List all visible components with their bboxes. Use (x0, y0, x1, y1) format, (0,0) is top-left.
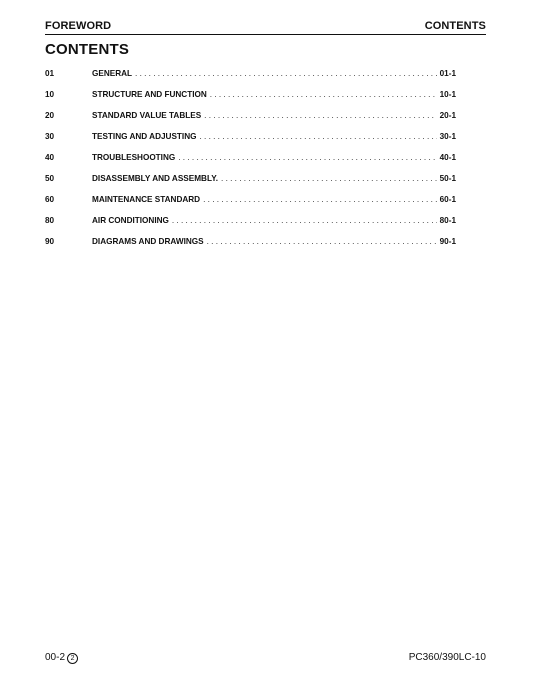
revision-badge: 2 (67, 653, 78, 664)
toc-leader-dots (207, 237, 437, 246)
toc-row[interactable] (45, 132, 456, 153)
header-section-title: FOREWORD (45, 20, 112, 32)
toc-row[interactable] (45, 111, 456, 132)
toc-title: DIAGRAMS AND DRAWINGS (92, 237, 204, 246)
toc-number: 90 (45, 237, 55, 246)
toc-leader-dots (199, 132, 436, 141)
toc-page: 20-1 (439, 111, 456, 120)
toc-leader-dots (210, 90, 437, 99)
toc-row[interactable] (45, 90, 456, 111)
toc-leader-dots (203, 195, 437, 204)
toc-page: 30-1 (439, 132, 456, 141)
toc-number: 40 (45, 153, 55, 162)
toc-row[interactable] (45, 153, 456, 174)
toc-page: 10-1 (439, 90, 456, 99)
toc-title: DISASSEMBLY AND ASSEMBLY. (92, 174, 219, 183)
toc-row[interactable] (45, 216, 456, 237)
toc-leader-dots (172, 216, 437, 225)
toc-leader-dots (204, 111, 436, 120)
toc-row[interactable] (45, 195, 456, 216)
toc-page: 40-1 (439, 153, 456, 162)
toc-title: STANDARD VALUE TABLES (92, 111, 202, 120)
toc-page: 90-1 (439, 237, 456, 246)
toc-number: 10 (45, 90, 55, 99)
toc-row[interactable] (45, 174, 456, 195)
toc-number: 60 (45, 195, 55, 204)
toc-title: STRUCTURE AND FUNCTION (92, 90, 207, 99)
toc-title: TESTING AND ADJUSTING (92, 132, 197, 141)
toc-leader-dots (135, 69, 437, 78)
toc-title: MAINTENANCE STANDARD (92, 195, 201, 204)
toc-number: 30 (45, 132, 55, 141)
toc-title: GENERAL (92, 69, 133, 78)
table-of-contents (45, 69, 456, 258)
toc-page: 50-1 (439, 174, 456, 183)
toc-number: 20 (45, 111, 55, 120)
toc-leader-dots (178, 153, 436, 162)
header-chapter-title: CONTENTS (424, 20, 486, 32)
toc-leader-dots (221, 174, 437, 183)
toc-number: 01 (45, 69, 55, 78)
toc-page: 60-1 (439, 195, 456, 204)
page-header (45, 19, 486, 35)
page-number: 00-2 (45, 652, 66, 663)
toc-row[interactable] (45, 69, 456, 90)
toc-page: 80-1 (439, 216, 456, 225)
toc-title: TROUBLESHOOTING (92, 153, 176, 162)
toc-number: 80 (45, 216, 55, 225)
footer-model: PC360/390LC-10 (408, 652, 486, 663)
toc-number: 50 (45, 174, 55, 183)
toc-page: 01-1 (439, 69, 456, 78)
toc-row[interactable] (45, 237, 456, 258)
toc-title: AIR CONDITIONING (92, 216, 169, 225)
page-title: CONTENTS (45, 41, 130, 58)
footer-page-number (45, 652, 78, 664)
